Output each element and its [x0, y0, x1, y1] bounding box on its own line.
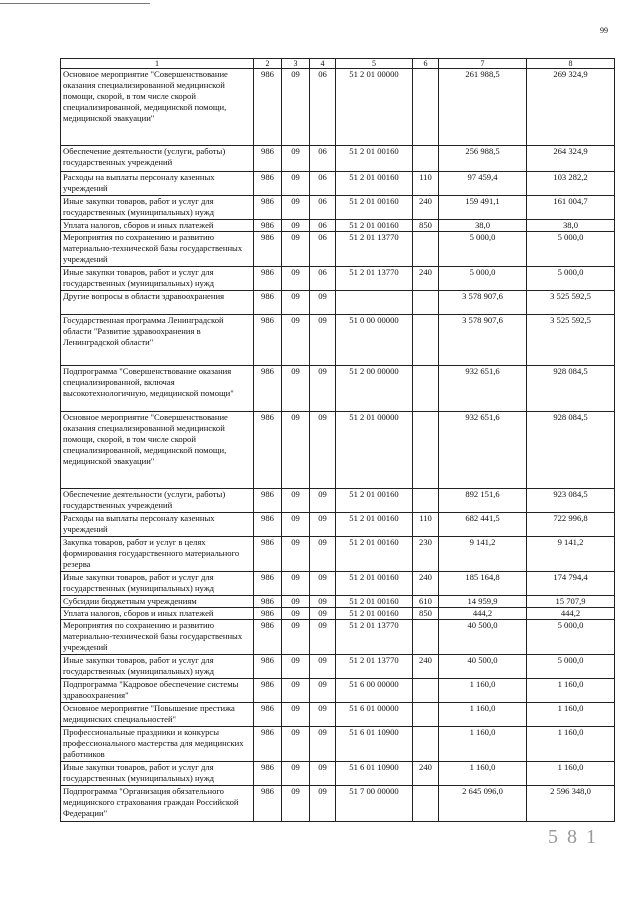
row-value: 09: [282, 315, 310, 366]
row-value: 230: [413, 537, 439, 572]
row-label: Расходы на выплаты персоналу казенных учреждений: [61, 172, 254, 196]
row-value: 51 2 01 00160: [336, 608, 413, 620]
row-value: 51 2 01 00160: [336, 513, 413, 537]
row-value: 51 2 01 00160: [336, 572, 413, 596]
row-value: 9 141,2: [527, 537, 615, 572]
row-label: Обеспечение деятельности (услуги, работы) государственных учреждений: [61, 489, 254, 513]
row-value: [413, 489, 439, 513]
row-value: 986: [254, 620, 282, 655]
table-row: [61, 786, 615, 822]
column-header: 1: [61, 59, 254, 69]
row-value: 1 160,0: [439, 679, 527, 703]
row-label: Государственная программа Ленинградской области "Развитие здравоохранения в Ленинградской области": [61, 315, 254, 366]
row-value: 09: [282, 679, 310, 703]
row-value: 09: [282, 727, 310, 762]
row-value: 986: [254, 69, 282, 146]
row-value: 51 2 01 00160: [336, 489, 413, 513]
table-row: [61, 146, 615, 172]
row-value: 986: [254, 513, 282, 537]
row-value: 174 794,4: [527, 572, 615, 596]
row-value: 986: [254, 572, 282, 596]
row-value: 1 160,0: [439, 727, 527, 762]
row-value: 5 000,0: [527, 267, 615, 291]
row-value: 51 6 01 00000: [336, 703, 413, 727]
row-value: 256 988,5: [439, 146, 527, 172]
row-value: 240: [413, 655, 439, 679]
row-value: [413, 315, 439, 366]
row-value: [413, 679, 439, 703]
table-row: [61, 620, 615, 655]
table-row: [61, 762, 615, 786]
row-label: Основное мероприятие "Повышение престижа медицинских специальностей": [61, 703, 254, 727]
row-label: Иные закупки товаров, работ и услуг для государственных (муниципальных) нужд: [61, 196, 254, 220]
row-value: 850: [413, 608, 439, 620]
row-value: 51 2 01 00160: [336, 196, 413, 220]
row-value: 51 2 01 13770: [336, 267, 413, 291]
row-value: 06: [310, 267, 336, 291]
row-value: 185 164,8: [439, 572, 527, 596]
row-value: 06: [310, 172, 336, 196]
row-value: 09: [310, 315, 336, 366]
row-value: 928 084,5: [527, 366, 615, 412]
header-row: [61, 59, 615, 69]
row-value: 261 988,5: [439, 69, 527, 146]
row-value: [336, 291, 413, 315]
table-row: [61, 727, 615, 762]
row-label: Подпрограмма "Совершенствование оказания специализированной, включая высокотехнологичную, медицинской помощи": [61, 366, 254, 412]
row-value: 09: [282, 69, 310, 146]
table-row: [61, 596, 615, 608]
row-value: 09: [282, 762, 310, 786]
row-value: 09: [310, 572, 336, 596]
row-label: Иные закупки товаров, работ и услуг для государственных (муниципальных) нужд: [61, 655, 254, 679]
row-value: 850: [413, 220, 439, 232]
row-label: Иные закупки товаров, работ и услуг для государственных (муниципальных) нужд: [61, 572, 254, 596]
row-value: 09: [282, 620, 310, 655]
row-value: 09: [310, 537, 336, 572]
row-label: Другие вопросы в области здравоохранения: [61, 291, 254, 315]
row-value: 51 2 01 00160: [336, 537, 413, 572]
row-value: 269 324,9: [527, 69, 615, 146]
table-row: [61, 412, 615, 489]
row-value: 986: [254, 762, 282, 786]
row-value: 986: [254, 146, 282, 172]
row-value: 14 959,9: [439, 596, 527, 608]
row-value: 51 6 01 10900: [336, 762, 413, 786]
column-header: 8: [527, 59, 615, 69]
row-value: 444,2: [439, 608, 527, 620]
column-header: 7: [439, 59, 527, 69]
row-value: 09: [310, 608, 336, 620]
row-value: 40 500,0: [439, 655, 527, 679]
row-value: 240: [413, 267, 439, 291]
row-value: 09: [310, 679, 336, 703]
row-value: 09: [310, 762, 336, 786]
row-value: 09: [282, 572, 310, 596]
page-stamp: 5 8 1: [548, 826, 598, 848]
row-value: 110: [413, 513, 439, 537]
row-value: 986: [254, 537, 282, 572]
row-value: 51 0 00 00000: [336, 315, 413, 366]
row-value: 159 491,1: [439, 196, 527, 220]
row-value: 51 2 01 00160: [336, 146, 413, 172]
row-value: 986: [254, 679, 282, 703]
row-value: 986: [254, 172, 282, 196]
row-label: Обеспечение деятельности (услуги, работы) государственных учреждений: [61, 146, 254, 172]
row-value: 5 000,0: [527, 620, 615, 655]
row-value: 51 2 01 00160: [336, 220, 413, 232]
row-value: 09: [282, 513, 310, 537]
row-value: 986: [254, 267, 282, 291]
row-value: 09: [282, 366, 310, 412]
row-value: 09: [310, 291, 336, 315]
table-row: [61, 315, 615, 366]
table-row: [61, 291, 615, 315]
row-value: 09: [310, 366, 336, 412]
row-value: 722 996,8: [527, 513, 615, 537]
row-value: 09: [310, 412, 336, 489]
row-value: 5 000,0: [439, 232, 527, 267]
row-value: 932 651,6: [439, 366, 527, 412]
row-value: 682 441,5: [439, 513, 527, 537]
row-value: 986: [254, 196, 282, 220]
column-header: 6: [413, 59, 439, 69]
scan-edge-line: [0, 3, 150, 4]
row-value: 5 000,0: [527, 232, 615, 267]
table-row: [61, 513, 615, 537]
row-value: 986: [254, 220, 282, 232]
row-value: [413, 786, 439, 822]
table-row: [61, 655, 615, 679]
row-value: 15 707,9: [527, 596, 615, 608]
table-row: [61, 172, 615, 196]
row-value: 892 151,6: [439, 489, 527, 513]
row-label: Профессиональные праздники и конкурсы профессионального мастерства для медицинских работников: [61, 727, 254, 762]
row-value: 1 160,0: [527, 679, 615, 703]
row-value: [413, 69, 439, 146]
row-value: 3 578 907,6: [439, 315, 527, 366]
row-value: 09: [282, 703, 310, 727]
row-value: [413, 291, 439, 315]
row-value: 932 651,6: [439, 412, 527, 489]
table-row: [61, 679, 615, 703]
row-value: 09: [282, 489, 310, 513]
row-value: 1 160,0: [527, 703, 615, 727]
row-value: 5 000,0: [439, 267, 527, 291]
row-label: Мероприятия по сохранению и развитию материально-технической базы государственных учреждений: [61, 620, 254, 655]
row-value: 51 2 01 13770: [336, 655, 413, 679]
row-value: 444,2: [527, 608, 615, 620]
row-value: 923 084,5: [527, 489, 615, 513]
row-label: Основное мероприятие "Совершенствование оказания специализированной медицинской помощи, скорой, в том числе скорой специализированной, медицинской помощи, медицинской эвакуации": [61, 69, 254, 146]
row-value: [413, 412, 439, 489]
row-value: 09: [310, 655, 336, 679]
row-value: [413, 232, 439, 267]
row-value: 240: [413, 196, 439, 220]
row-value: 986: [254, 291, 282, 315]
row-value: 240: [413, 762, 439, 786]
page-number: 99: [600, 26, 608, 35]
row-value: 3 578 907,6: [439, 291, 527, 315]
row-value: 1 160,0: [527, 762, 615, 786]
row-value: 2 645 096,0: [439, 786, 527, 822]
row-value: 09: [282, 412, 310, 489]
row-value: 09: [310, 703, 336, 727]
row-value: 264 324,9: [527, 146, 615, 172]
row-value: [413, 366, 439, 412]
row-value: 9 141,2: [439, 537, 527, 572]
row-value: 610: [413, 596, 439, 608]
row-value: 51 2 01 00000: [336, 69, 413, 146]
table-row: [61, 703, 615, 727]
row-label: Мероприятия по сохранению и развитию материально-технической базы государственных учреждений: [61, 232, 254, 267]
row-value: 986: [254, 727, 282, 762]
row-value: 51 2 01 00160: [336, 596, 413, 608]
row-value: 986: [254, 655, 282, 679]
budget-table: [60, 58, 615, 822]
column-header: 4: [310, 59, 336, 69]
row-value: 2 596 348,0: [527, 786, 615, 822]
row-value: 3 525 592,5: [527, 315, 615, 366]
table-row: [61, 267, 615, 291]
row-value: 986: [254, 596, 282, 608]
row-value: 986: [254, 786, 282, 822]
row-value: 06: [310, 146, 336, 172]
row-value: 51 2 01 00160: [336, 172, 413, 196]
row-value: 986: [254, 703, 282, 727]
row-value: 1 160,0: [439, 703, 527, 727]
row-value: 38,0: [439, 220, 527, 232]
row-label: Субсидии бюджетным учреждениям: [61, 596, 254, 608]
table-row: [61, 220, 615, 232]
row-value: 51 7 00 00000: [336, 786, 413, 822]
row-value: 5 000,0: [527, 655, 615, 679]
row-value: 110: [413, 172, 439, 196]
row-value: 51 2 01 13770: [336, 620, 413, 655]
row-value: 986: [254, 489, 282, 513]
row-value: 09: [282, 655, 310, 679]
row-value: 09: [310, 620, 336, 655]
row-value: 09: [282, 291, 310, 315]
row-value: 97 459,4: [439, 172, 527, 196]
table-row: [61, 489, 615, 513]
row-value: 240: [413, 572, 439, 596]
row-value: 09: [310, 489, 336, 513]
row-value: 161 004,7: [527, 196, 615, 220]
row-value: 09: [310, 786, 336, 822]
row-value: 986: [254, 315, 282, 366]
row-value: [413, 146, 439, 172]
row-value: 986: [254, 232, 282, 267]
row-value: 51 6 00 00000: [336, 679, 413, 703]
table-row: [61, 572, 615, 596]
row-value: 06: [310, 196, 336, 220]
row-value: [413, 703, 439, 727]
row-value: 1 160,0: [439, 762, 527, 786]
row-value: 51 6 01 10900: [336, 727, 413, 762]
row-value: 09: [310, 727, 336, 762]
row-label: Уплата налогов, сборов и иных платежей: [61, 220, 254, 232]
row-label: Подпрограмма "Организация обязательного медицинского страхования граждан Российской Федерации": [61, 786, 254, 822]
row-value: 09: [282, 232, 310, 267]
row-value: 38,0: [527, 220, 615, 232]
table-row: [61, 232, 615, 267]
row-value: 986: [254, 412, 282, 489]
row-value: 09: [282, 608, 310, 620]
table-row: [61, 537, 615, 572]
row-value: 1 160,0: [527, 727, 615, 762]
row-value: 09: [282, 196, 310, 220]
row-label: Подпрограмма "Кадровое обеспечение системы здравоохранения": [61, 679, 254, 703]
column-header: 5: [336, 59, 413, 69]
row-value: 51 2 00 00000: [336, 366, 413, 412]
row-value: 06: [310, 220, 336, 232]
row-value: 103 282,2: [527, 172, 615, 196]
table-row: [61, 69, 615, 146]
row-value: 09: [310, 596, 336, 608]
row-label: Основное мероприятие "Совершенствование оказания специализированной медицинской помощи, скорой, в том числе скорой специализированной, медицинской помощи, медицинской эвакуации": [61, 412, 254, 489]
row-value: 3 525 592,5: [527, 291, 615, 315]
row-label: Уплата налогов, сборов и иных платежей: [61, 608, 254, 620]
row-value: 09: [282, 267, 310, 291]
row-value: [413, 620, 439, 655]
column-header: 2: [254, 59, 282, 69]
row-value: 09: [282, 146, 310, 172]
row-value: 09: [282, 596, 310, 608]
row-value: 986: [254, 366, 282, 412]
row-value: 40 500,0: [439, 620, 527, 655]
row-label: Иные закупки товаров, работ и услуг для государственных (муниципальных) нужд: [61, 267, 254, 291]
table-row: [61, 196, 615, 220]
row-value: 51 2 01 00000: [336, 412, 413, 489]
row-value: 06: [310, 232, 336, 267]
row-value: [413, 727, 439, 762]
row-value: 06: [310, 69, 336, 146]
column-header: 3: [282, 59, 310, 69]
table-row: [61, 366, 615, 412]
row-value: 09: [282, 786, 310, 822]
row-value: 09: [282, 537, 310, 572]
row-value: 986: [254, 608, 282, 620]
row-value: 928 084,5: [527, 412, 615, 489]
row-value: 09: [282, 220, 310, 232]
row-label: Закупка товаров, работ и услуг в целях формирования государственного материального резерва: [61, 537, 254, 572]
row-value: 09: [310, 513, 336, 537]
table-row: [61, 608, 615, 620]
row-label: Иные закупки товаров, работ и услуг для государственных (муниципальных) нужд: [61, 762, 254, 786]
row-label: Расходы на выплаты персоналу казенных учреждений: [61, 513, 254, 537]
row-value: 09: [282, 172, 310, 196]
row-value: 51 2 01 13770: [336, 232, 413, 267]
